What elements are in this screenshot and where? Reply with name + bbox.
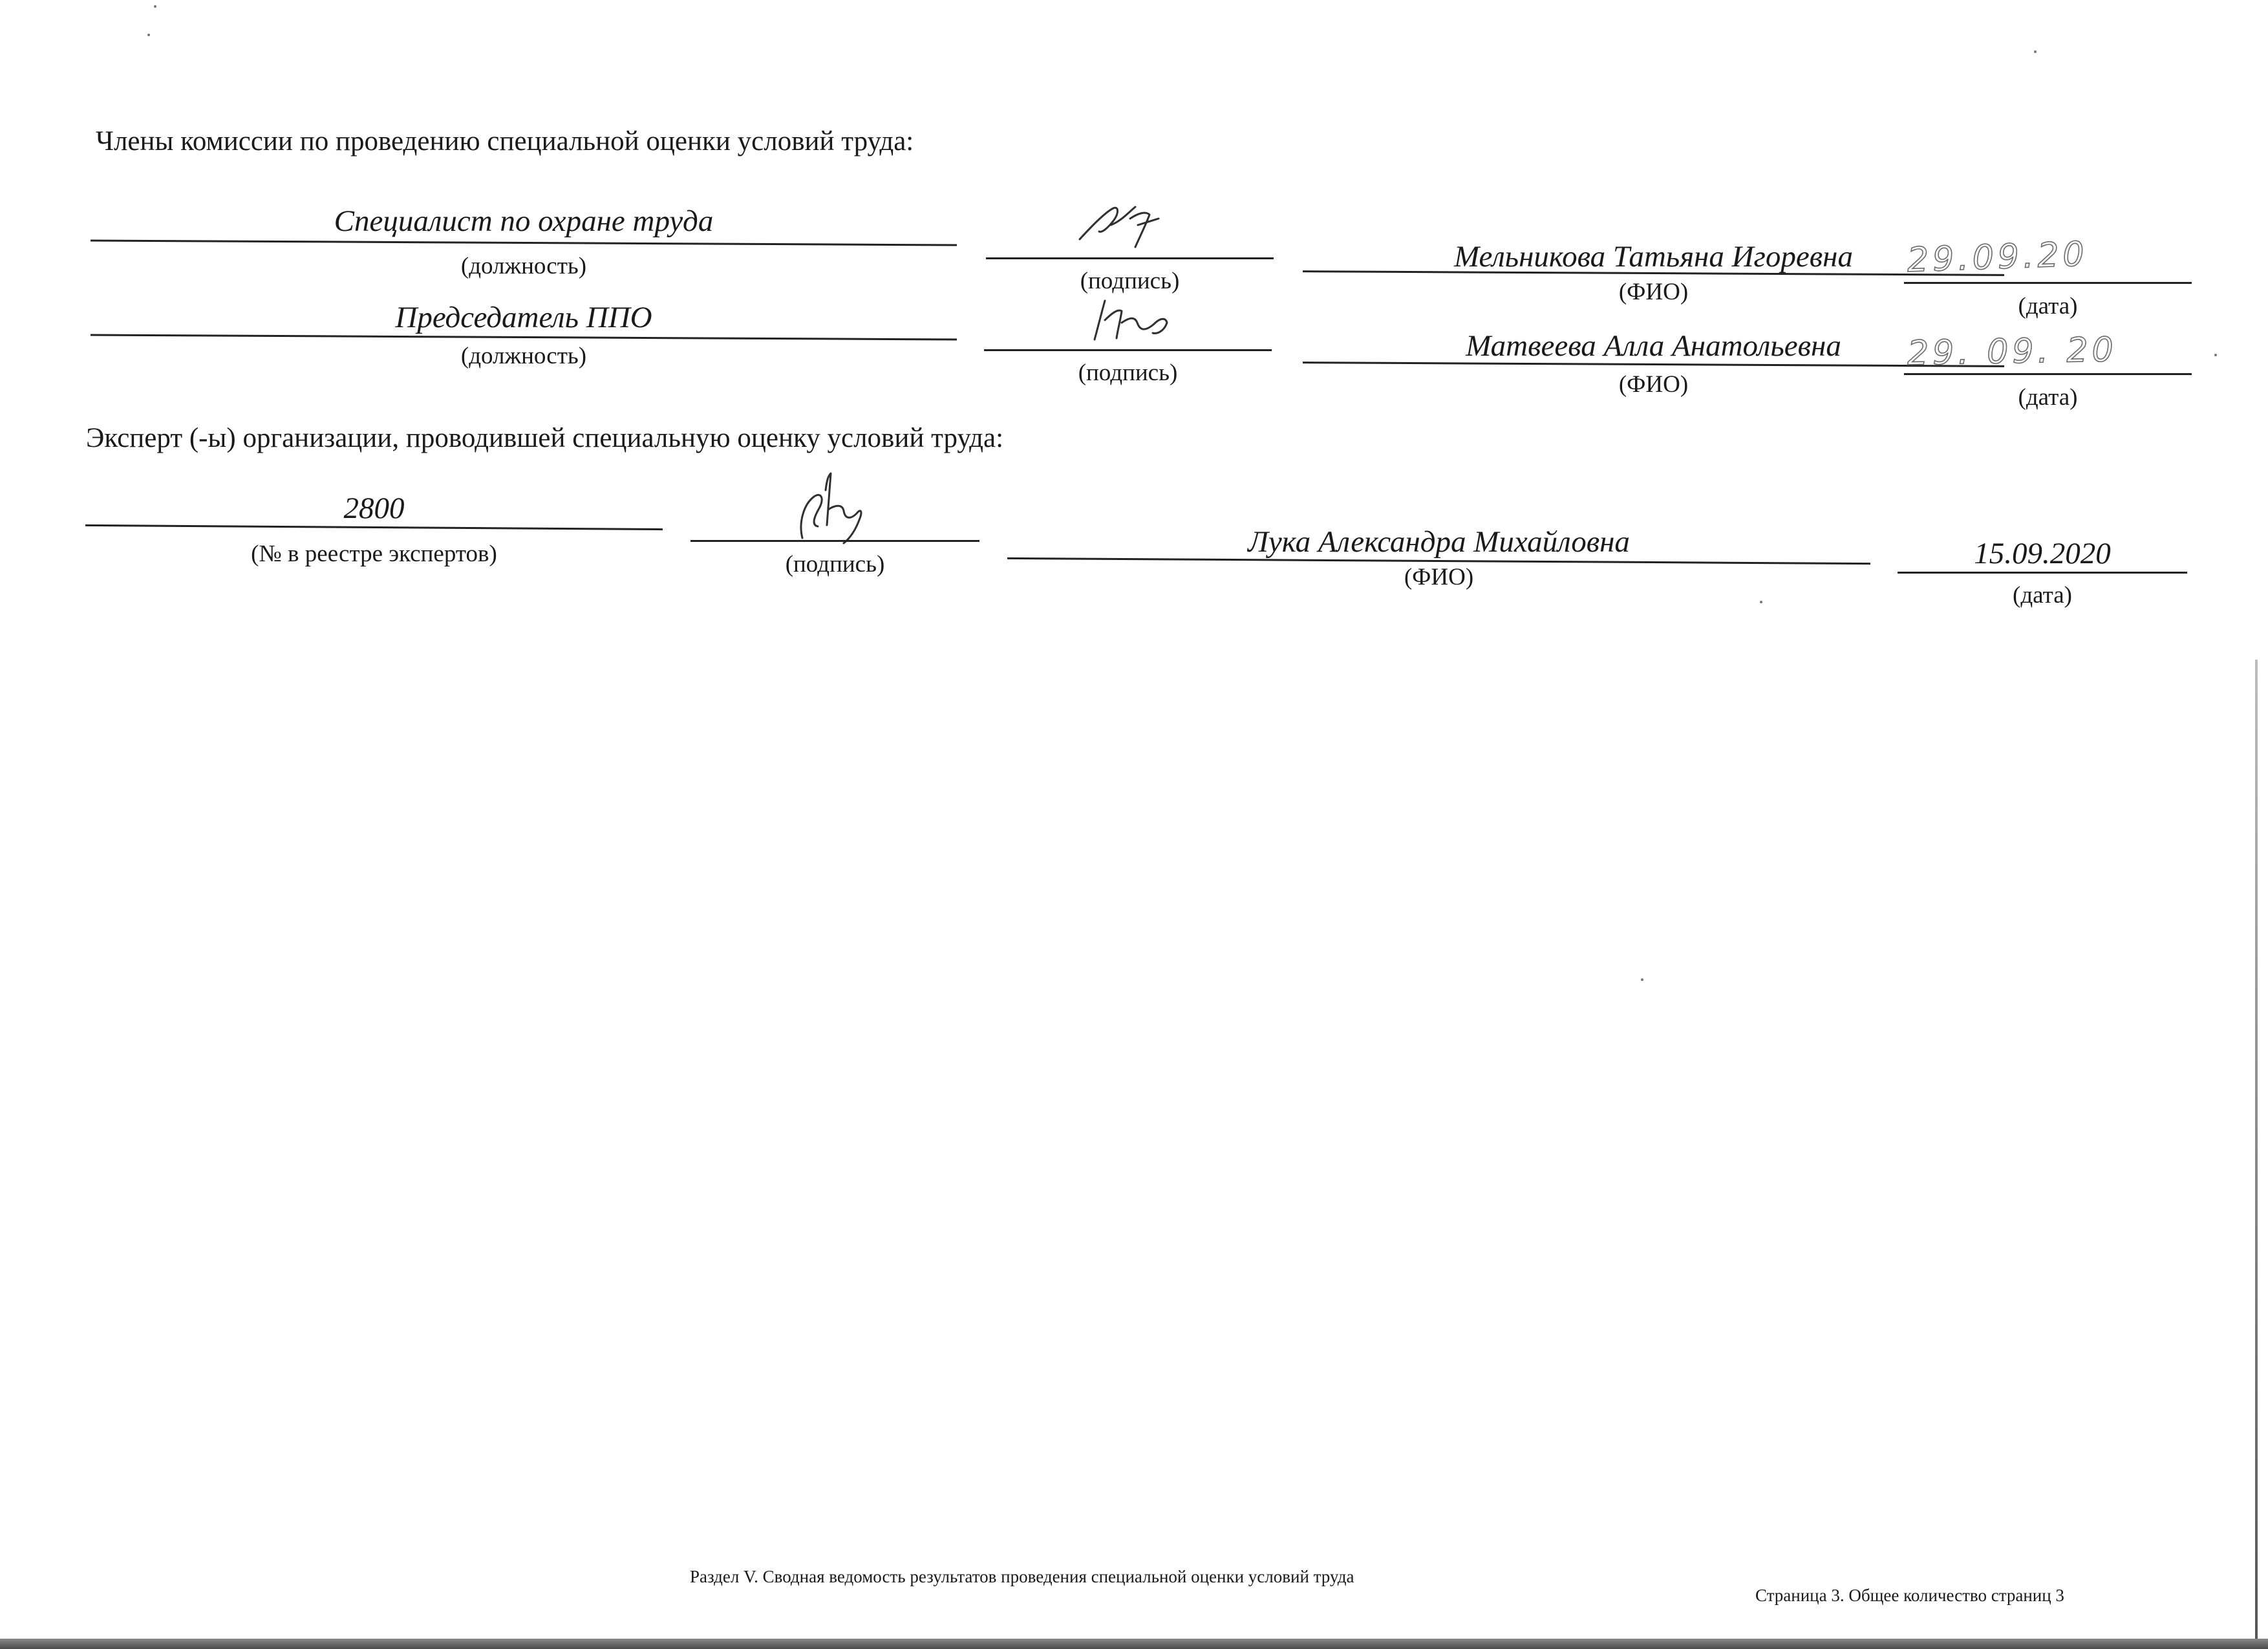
signature-caption: (подпись)	[1078, 360, 1178, 386]
expert-fio-value: Лука Александра Михайловна	[1248, 525, 1630, 559]
footer-section-title: Раздел V. Сводная ведомость результатов проведения специальной оценки условий труда	[690, 1567, 1354, 1586]
date-underline	[1904, 373, 2192, 375]
member-fio-value: Мельникова Татьяна Игоревна	[1454, 240, 1853, 274]
member-fio-value: Матвеева Алла Анатольевна	[1466, 329, 1841, 363]
experts-heading: Эксперт (-ы) организации, проводившей специальную оценку условий труда:	[86, 423, 1004, 453]
scan-edge-bottom	[0, 1639, 2268, 1649]
fio-caption: (ФИО)	[1618, 371, 1689, 398]
member-position-value: Председатель ППО	[395, 301, 652, 334]
footer-page-info: Страница 3. Общее количество страниц 3	[1755, 1586, 2064, 1605]
signature-underline	[986, 257, 1274, 259]
member-position-value: Специалист по охране труда	[334, 204, 714, 238]
scan-speck	[2214, 354, 2217, 356]
signature-caption: (подпись)	[1080, 268, 1180, 294]
registry-underline	[85, 524, 663, 530]
expert-registry-value: 2800	[343, 491, 405, 525]
scan-speck	[1760, 601, 1762, 603]
member-date-value: 29.09.20	[1907, 235, 2089, 280]
commission-heading: Члены комиссии по проведению специальной оценки условий труда:	[96, 126, 914, 156]
scan-speck	[147, 34, 150, 36]
date-underline	[1904, 282, 2192, 284]
scan-speck	[1641, 978, 1643, 981]
signature-underline	[690, 540, 979, 542]
handwritten-signature	[786, 471, 876, 548]
position-underline	[91, 334, 957, 340]
scan-edge-right	[2255, 660, 2258, 1643]
expert-date-value: 15.09.2020	[1974, 537, 2111, 570]
signature-underline	[984, 349, 1272, 351]
member-date-value: 29. 09. 20	[1907, 330, 2118, 373]
date-caption: (дата)	[2018, 384, 2078, 411]
scan-speck	[154, 5, 156, 8]
position-caption: (должность)	[460, 343, 587, 369]
date-underline	[1898, 572, 2187, 574]
position-underline	[91, 239, 957, 246]
scan-speck	[2034, 50, 2037, 53]
date-caption: (дата)	[2013, 582, 2072, 609]
fio-caption: (ФИО)	[1404, 564, 1474, 590]
handwritten-signature	[1073, 199, 1177, 257]
date-caption: (дата)	[2018, 293, 2078, 319]
fio-caption: (ФИО)	[1618, 279, 1689, 305]
handwritten-signature	[1083, 294, 1186, 352]
registry-caption: (№ в реестре экспертов)	[251, 541, 497, 567]
position-caption: (должность)	[460, 253, 587, 279]
signature-caption: (подпись)	[785, 551, 885, 577]
